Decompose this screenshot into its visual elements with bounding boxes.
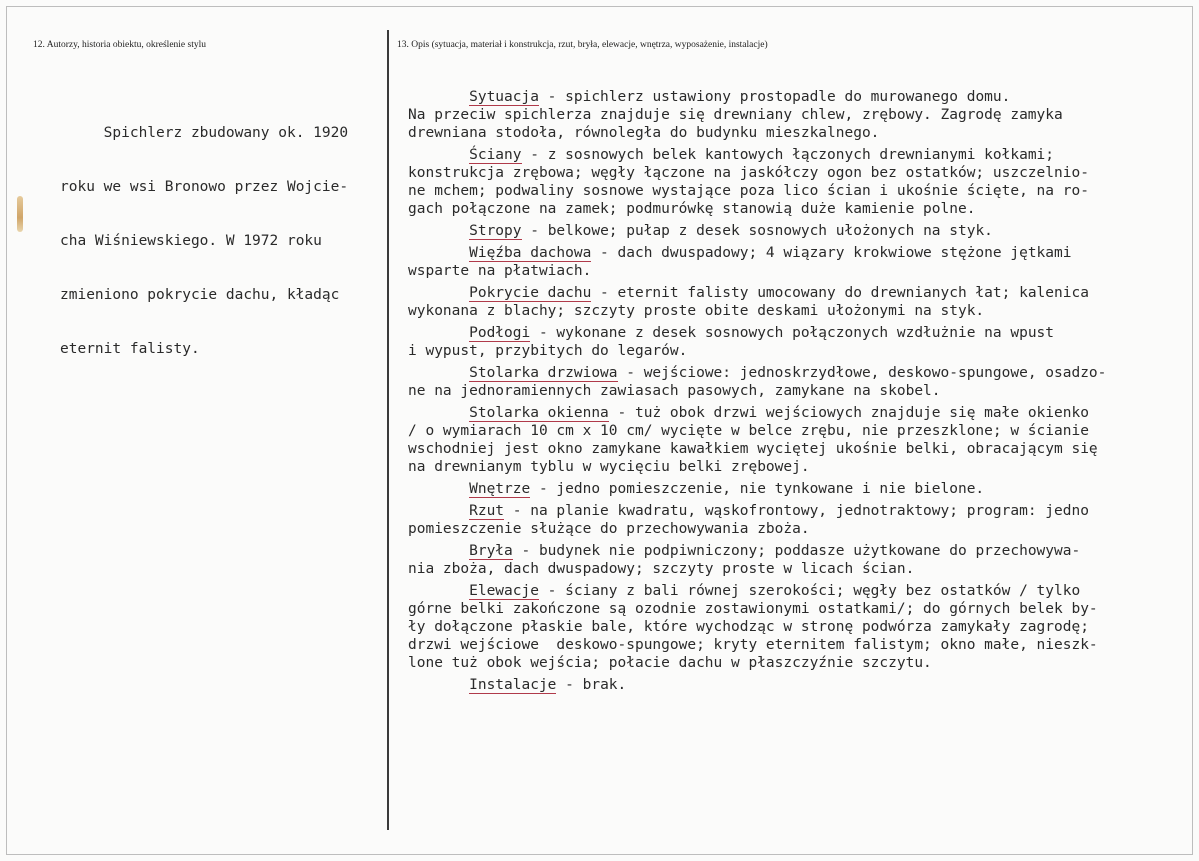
section-paragraph xyxy=(408,222,1188,240)
section-text: - tuż obok drzwi wejściowych znajduje się małe okienko xyxy=(608,405,1089,421)
section-paragraph xyxy=(408,676,1188,694)
indent xyxy=(408,677,469,693)
section-text: - belkowe; pułap z desek sosnowych ułożonych na styk. xyxy=(521,223,993,239)
section-text: - ściany z bali równej szerokości; węgły bez ostatków / tylko xyxy=(538,583,1081,599)
indent xyxy=(408,503,469,519)
section-title: Więźba dachowa xyxy=(469,245,592,261)
section-paragraph xyxy=(408,146,1188,218)
section-text-line: lone tuż obok wejścia; połacie dachu w płaszczyźnie szczytu. xyxy=(408,655,932,671)
section-text-line: górne belki zakończone są ozodnie zostawionymi ostatkami/; do górnych belek by- xyxy=(408,601,1098,617)
section-text-line: ne mchem; podwaliny sosnowe wystające poza lico ścian i ukośnie ścięte, na ro- xyxy=(408,183,1089,199)
section-13-header: 13. Opis (sytuacja, materiał i konstrukcja, rzut, bryła, elewacje, wnętrza, wyposażenie, instalacje) xyxy=(397,40,768,50)
section-paragraph xyxy=(408,324,1188,360)
section-text-line: ne na jednoramiennych zawiasach pasowych, zamykane na skobel. xyxy=(408,383,941,399)
section-text: - eternit falisty umocowany do drewnianych łat; kalenica xyxy=(591,285,1089,301)
section-title: Wnętrze xyxy=(469,481,531,497)
indent xyxy=(408,325,469,341)
section-text-line: na drewnianym tyblu w wycięciu belki zrębowej. xyxy=(408,459,810,475)
section-text-line: i wypust, przybitych do legarów. xyxy=(408,343,688,359)
indent xyxy=(408,285,469,301)
section-title: Pokrycie dachu xyxy=(469,285,592,301)
indent xyxy=(408,543,469,559)
section-first-line xyxy=(408,244,1188,262)
section-paragraph xyxy=(408,284,1188,320)
section-title: Instalacje xyxy=(469,677,557,693)
section-text-line: drewniana stodoła, równoległa do budynku mieszkalnego. xyxy=(408,125,880,141)
section-title: Sytuacja xyxy=(469,89,539,105)
section-paragraph xyxy=(408,88,1188,142)
section-title: Podłogi xyxy=(469,325,531,341)
section-title: Stolarka drzwiowa xyxy=(469,365,618,381)
section-text: - z sosnowych belek kantowych łączonych drewnianymi kołkami; xyxy=(521,147,1055,163)
section-text-line: wykonana z blachy; szczyty proste obite deskami ułożonymi na styk. xyxy=(408,303,985,319)
section-text: - jedno pomieszczenie, nie tynkowane i nie bielone. xyxy=(530,481,985,497)
section-text-line: nia zboża, dach dwuspadowy; szczyty proste w licach ścian. xyxy=(408,561,915,577)
section-text-line: ły dołączone płaskie bale, które wychodząc w stronę podwórza zamykały zagrodę; xyxy=(408,619,1089,635)
indent xyxy=(408,223,469,239)
section-text: - budynek nie podpiwniczony; poddasze użytkowane do przechowywa- xyxy=(512,543,1081,559)
section-paragraph xyxy=(408,502,1188,538)
section-text: - spichlerz ustawiony prostopadle do murowanego domu. xyxy=(538,89,1011,105)
section-first-line xyxy=(408,364,1188,382)
section-title: Rzut xyxy=(469,503,505,519)
section-text-line: konstrukcja zrębowa; węgły łączone na jaskółczy ogon bez ostatków; uszczelnio- xyxy=(408,165,1089,181)
history-line: Spichlerz zbudowany ok. 1920 xyxy=(60,125,349,141)
indent xyxy=(408,89,469,105)
section-title: Ściany xyxy=(469,147,522,163)
section-paragraph xyxy=(408,542,1188,578)
section-first-line xyxy=(408,222,1188,240)
indent xyxy=(408,245,469,261)
section-text-line: wsparte na płatwiach. xyxy=(408,263,592,279)
history-line: zmieniono pokrycie dachu, kładąc xyxy=(60,287,340,303)
section-first-line xyxy=(408,146,1188,164)
section-title: Stropy xyxy=(469,223,522,239)
section-paragraph xyxy=(408,364,1188,400)
section-paragraph xyxy=(408,404,1188,476)
history-text xyxy=(60,88,380,376)
indent xyxy=(408,405,469,421)
section-first-line xyxy=(408,676,1188,694)
section-text-line: pomieszczenie służące do przechowywania zboża. xyxy=(408,521,810,537)
section-title: Bryła xyxy=(469,543,513,559)
section-text: - wejściowe: jednoskrzydłowe, deskowo-spungowe, osadzo- xyxy=(617,365,1107,381)
section-text-line: drzwi wejściowe deskowo-spungowe; kryty eternitem falistym; okno małe, nieszk- xyxy=(408,637,1098,653)
section-text-line: wschodniej jest okno zamykane kawałkiem wyciętej ukośnie belki, obracającym się xyxy=(408,441,1098,457)
section-12-header: 12. Autorzy, historia obiektu, określenie stylu xyxy=(33,40,206,50)
section-paragraph xyxy=(408,244,1188,280)
section-first-line xyxy=(408,502,1188,520)
indent xyxy=(408,147,469,163)
section-first-line xyxy=(408,88,1188,106)
section-first-line xyxy=(408,542,1188,560)
paper-stain xyxy=(17,196,23,232)
section-first-line xyxy=(408,582,1188,600)
indent xyxy=(408,583,469,599)
section-text: - na planie kwadratu, wąskofrontowy, jednotraktowy; program: jedno xyxy=(504,503,1089,519)
section-text-line: / o wymiarach 10 cm x 10 cm/ wycięte w belce zrębu, nie przeszklone; w ścianie xyxy=(408,423,1089,439)
history-line: cha Wiśniewskiego. W 1972 roku xyxy=(60,233,322,249)
section-first-line xyxy=(408,404,1188,422)
section-text-line: gach połączone na zamek; podmurówkę stanowią duże kamienie polne. xyxy=(408,201,976,217)
section-text: - dach dwuspadowy; 4 wiązary krokwiowe stężone jętkami xyxy=(591,245,1072,261)
section-title: Stolarka okienna xyxy=(469,405,609,421)
section-first-line xyxy=(408,324,1188,342)
section-paragraph xyxy=(408,582,1188,672)
section-first-line xyxy=(408,284,1188,302)
description-body xyxy=(408,88,1188,698)
history-line: eternit falisty. xyxy=(60,341,200,357)
section-paragraph xyxy=(408,480,1188,498)
indent xyxy=(408,481,469,497)
section-title: Elewacje xyxy=(469,583,539,599)
section-first-line xyxy=(408,480,1188,498)
history-line: roku we wsi Bronowo przez Wojcie- xyxy=(60,179,349,195)
section-text: - brak. xyxy=(556,677,627,693)
indent xyxy=(408,365,469,381)
section-text-line: Na przeciw spichlerza znajduje się drewniany chlew, zrębowy. Zagrodę zamyka xyxy=(408,107,1063,123)
column-divider xyxy=(387,30,389,830)
section-text: - wykonane z desek sosnowych połączonych wzdłużnie na wpust xyxy=(530,325,1055,341)
